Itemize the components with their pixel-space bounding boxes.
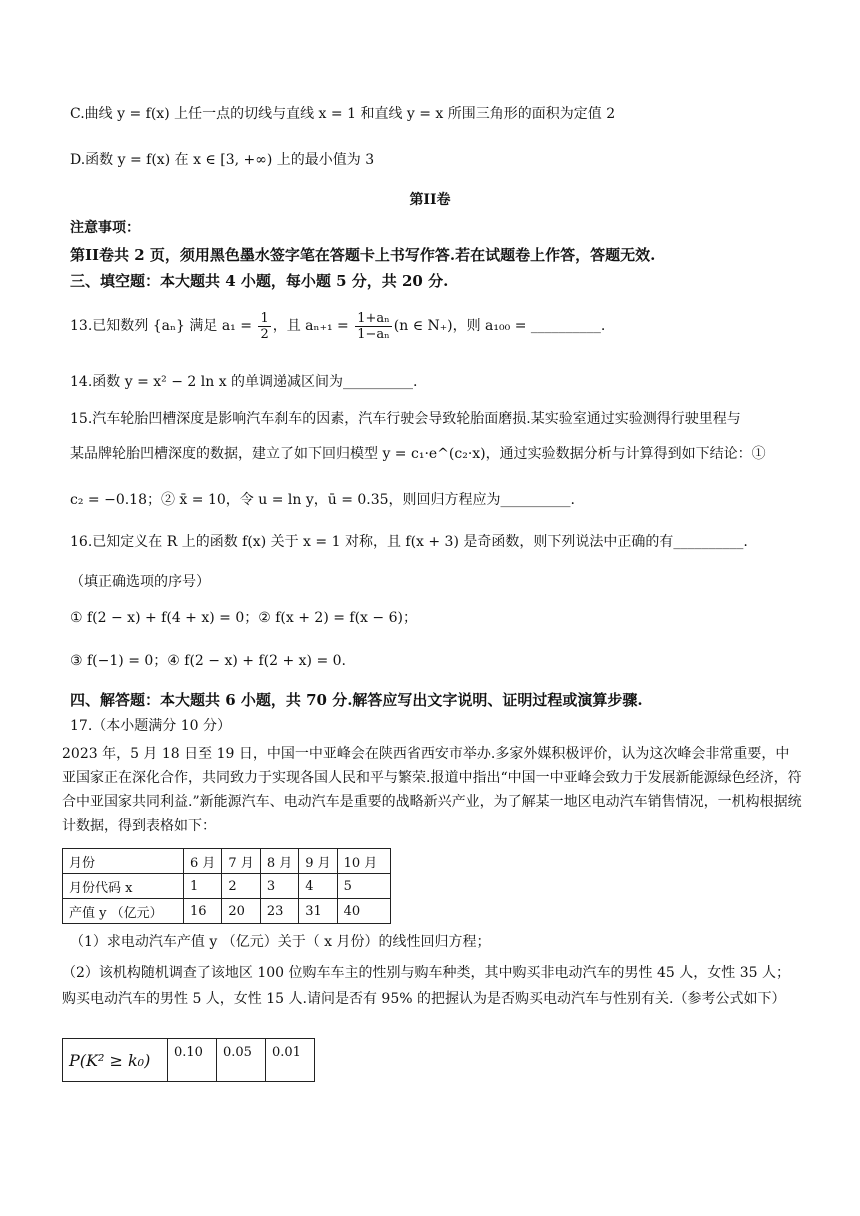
table-cell: 0.10 <box>168 1039 217 1082</box>
table-cell: 5 <box>337 874 390 899</box>
q13-frac1-num: 1 <box>260 310 269 326</box>
table-cell: 9 月 <box>299 849 337 874</box>
table-cell: 23 <box>260 899 298 924</box>
table-cell: 1 <box>184 874 222 899</box>
table-row <box>63 899 391 924</box>
option-d: D.函数 y = f(x) 在 x ∈ [3, +∞) 上的最小值为 3 <box>70 152 375 168</box>
q16-line4: ③ f(−1) = 0；④ f(2 − x) + f(2 + x) = 0. <box>70 653 346 669</box>
table-header-cell: P(K² ≥ k₀) <box>63 1039 168 1082</box>
table-cell: 10 月 <box>337 849 390 874</box>
q15-line1: 15.汽车轮胎凹槽深度是影响汽车刹车的因素，汽车行驶会导致轮胎面磨损.某实验室通过实验测得行驶里程与 <box>70 411 741 427</box>
q15-line3: c₂ = −0.18；② x̄ = 10，令 u = ln y，ū = 0.35，则回归方程应为__________. <box>70 492 575 508</box>
table-cell: 16 <box>184 899 222 924</box>
q17-paragraph: 2023 年，5 月 18 日至 19 日，中国一中亚峰会在陕西省西安市举办.多家外媒积极评价，认为这次峰会非常重要，中亚国家正在深化合作，共同致力于实现各国人民和平与繁荣.报道中指出“中国一中亚峰会致力于发展新能源绿色经济，符合中亚国家共同利益.”新能源汽车、电动汽车是重要的战略新兴产业，为了解某一地区电动汽车销售情况，一机构根据统计数据，得到表格如下： <box>62 746 802 834</box>
q16-line2: （填正确选项的序号） <box>70 574 210 590</box>
q17-part1: （1）求电动汽车产值 y （亿元）关于（ x 月份）的线性回归方程； <box>70 934 491 950</box>
table-cell: 31 <box>299 899 337 924</box>
q17-part2: （2）该机构随机调查了该地区 100 位购车车主的性别与购车种类，其中购买非电动汽车的男性 45 人，女性 35 人；购买电动汽车的男性 5 人，女性 15 人.请问是否有 95% 的把握认为是否购买电动汽车与性别有关.（参考公式如下） <box>62 965 790 1007</box>
table-cell: 20 <box>222 899 260 924</box>
table-cell: 6 月 <box>184 849 222 874</box>
table-cell: 4 <box>299 874 337 899</box>
table-cell: 月份代码 x <box>63 874 184 899</box>
table-row <box>63 874 391 899</box>
table-row <box>63 1039 315 1082</box>
q16-line1: 16.已知定义在 R 上的函数 f(x) 关于 x = 1 对称，且 f(x + 3) 是奇函数，则下列说法中正确的有__________. <box>70 534 748 550</box>
section3-title: 三、填空题：本大题共 4 小题，每小题 5 分，共 20 分. <box>70 272 449 290</box>
table-cell: 7 月 <box>222 849 260 874</box>
q13-frac2-num: 1+aₙ <box>357 310 390 326</box>
q13 <box>70 308 800 344</box>
part-title: 第II卷 <box>409 192 451 208</box>
table-cell: 3 <box>260 874 298 899</box>
q14: 14.函数 y = x² − 2 ln x 的单调递减区间为__________. <box>70 374 418 390</box>
q17-header: 17.（本小题满分 10 分） <box>70 718 231 734</box>
sales-table <box>62 848 391 924</box>
table-cell: 0.01 <box>266 1039 315 1082</box>
table-cell: 40 <box>337 899 390 924</box>
q15-line2: 某品牌轮胎凹槽深度的数据，建立了如下回归模型 y = c₁·e^(c₂·x)，通过实验数据分析与计算得到如下结论：① <box>70 446 766 462</box>
option-c: C.曲线 y = f(x) 上任一点的切线与直线 x = 1 和直线 y = x 所围三角形的面积为定值 2 <box>70 106 616 122</box>
q16-line3: ① f(2 − x) + f(4 + x) = 0；② f(x + 2) = f(x − 6)； <box>70 610 417 626</box>
table-row <box>63 849 391 874</box>
q13-mid: ，且 aₙ₊₁ = <box>272 318 354 334</box>
notice-text: 第II卷共 2 页，须用黑色墨水签字笔在答题卡上书写作答.若在试题卷上作答，答题无效. <box>70 246 656 264</box>
q13-suffix: (n ∈ N₊)，则 a₁₀₀ = __________. <box>393 318 606 334</box>
table-cell: 0.05 <box>217 1039 266 1082</box>
table-cell: 8 月 <box>260 849 298 874</box>
notice-title: 注意事项： <box>70 220 140 236</box>
q13-frac2-den: 1−aₙ <box>357 326 390 342</box>
table-cell: 2 <box>222 874 260 899</box>
table-cell: 月份 <box>63 849 184 874</box>
table-cell: 产值 y （亿元） <box>63 899 184 924</box>
section4-title: 四、解答题：本大题共 6 小题，共 70 分.解答应写出文字说明、证明过程或演算步骤. <box>70 691 643 709</box>
q13-fraction-half <box>258 311 270 342</box>
q13-frac1-den: 2 <box>260 326 269 342</box>
q13-fraction-recurrence <box>355 311 392 342</box>
reference-table <box>62 1038 315 1082</box>
q13-prefix: 13.已知数列 {aₙ} 满足 a₁ = <box>70 318 257 334</box>
